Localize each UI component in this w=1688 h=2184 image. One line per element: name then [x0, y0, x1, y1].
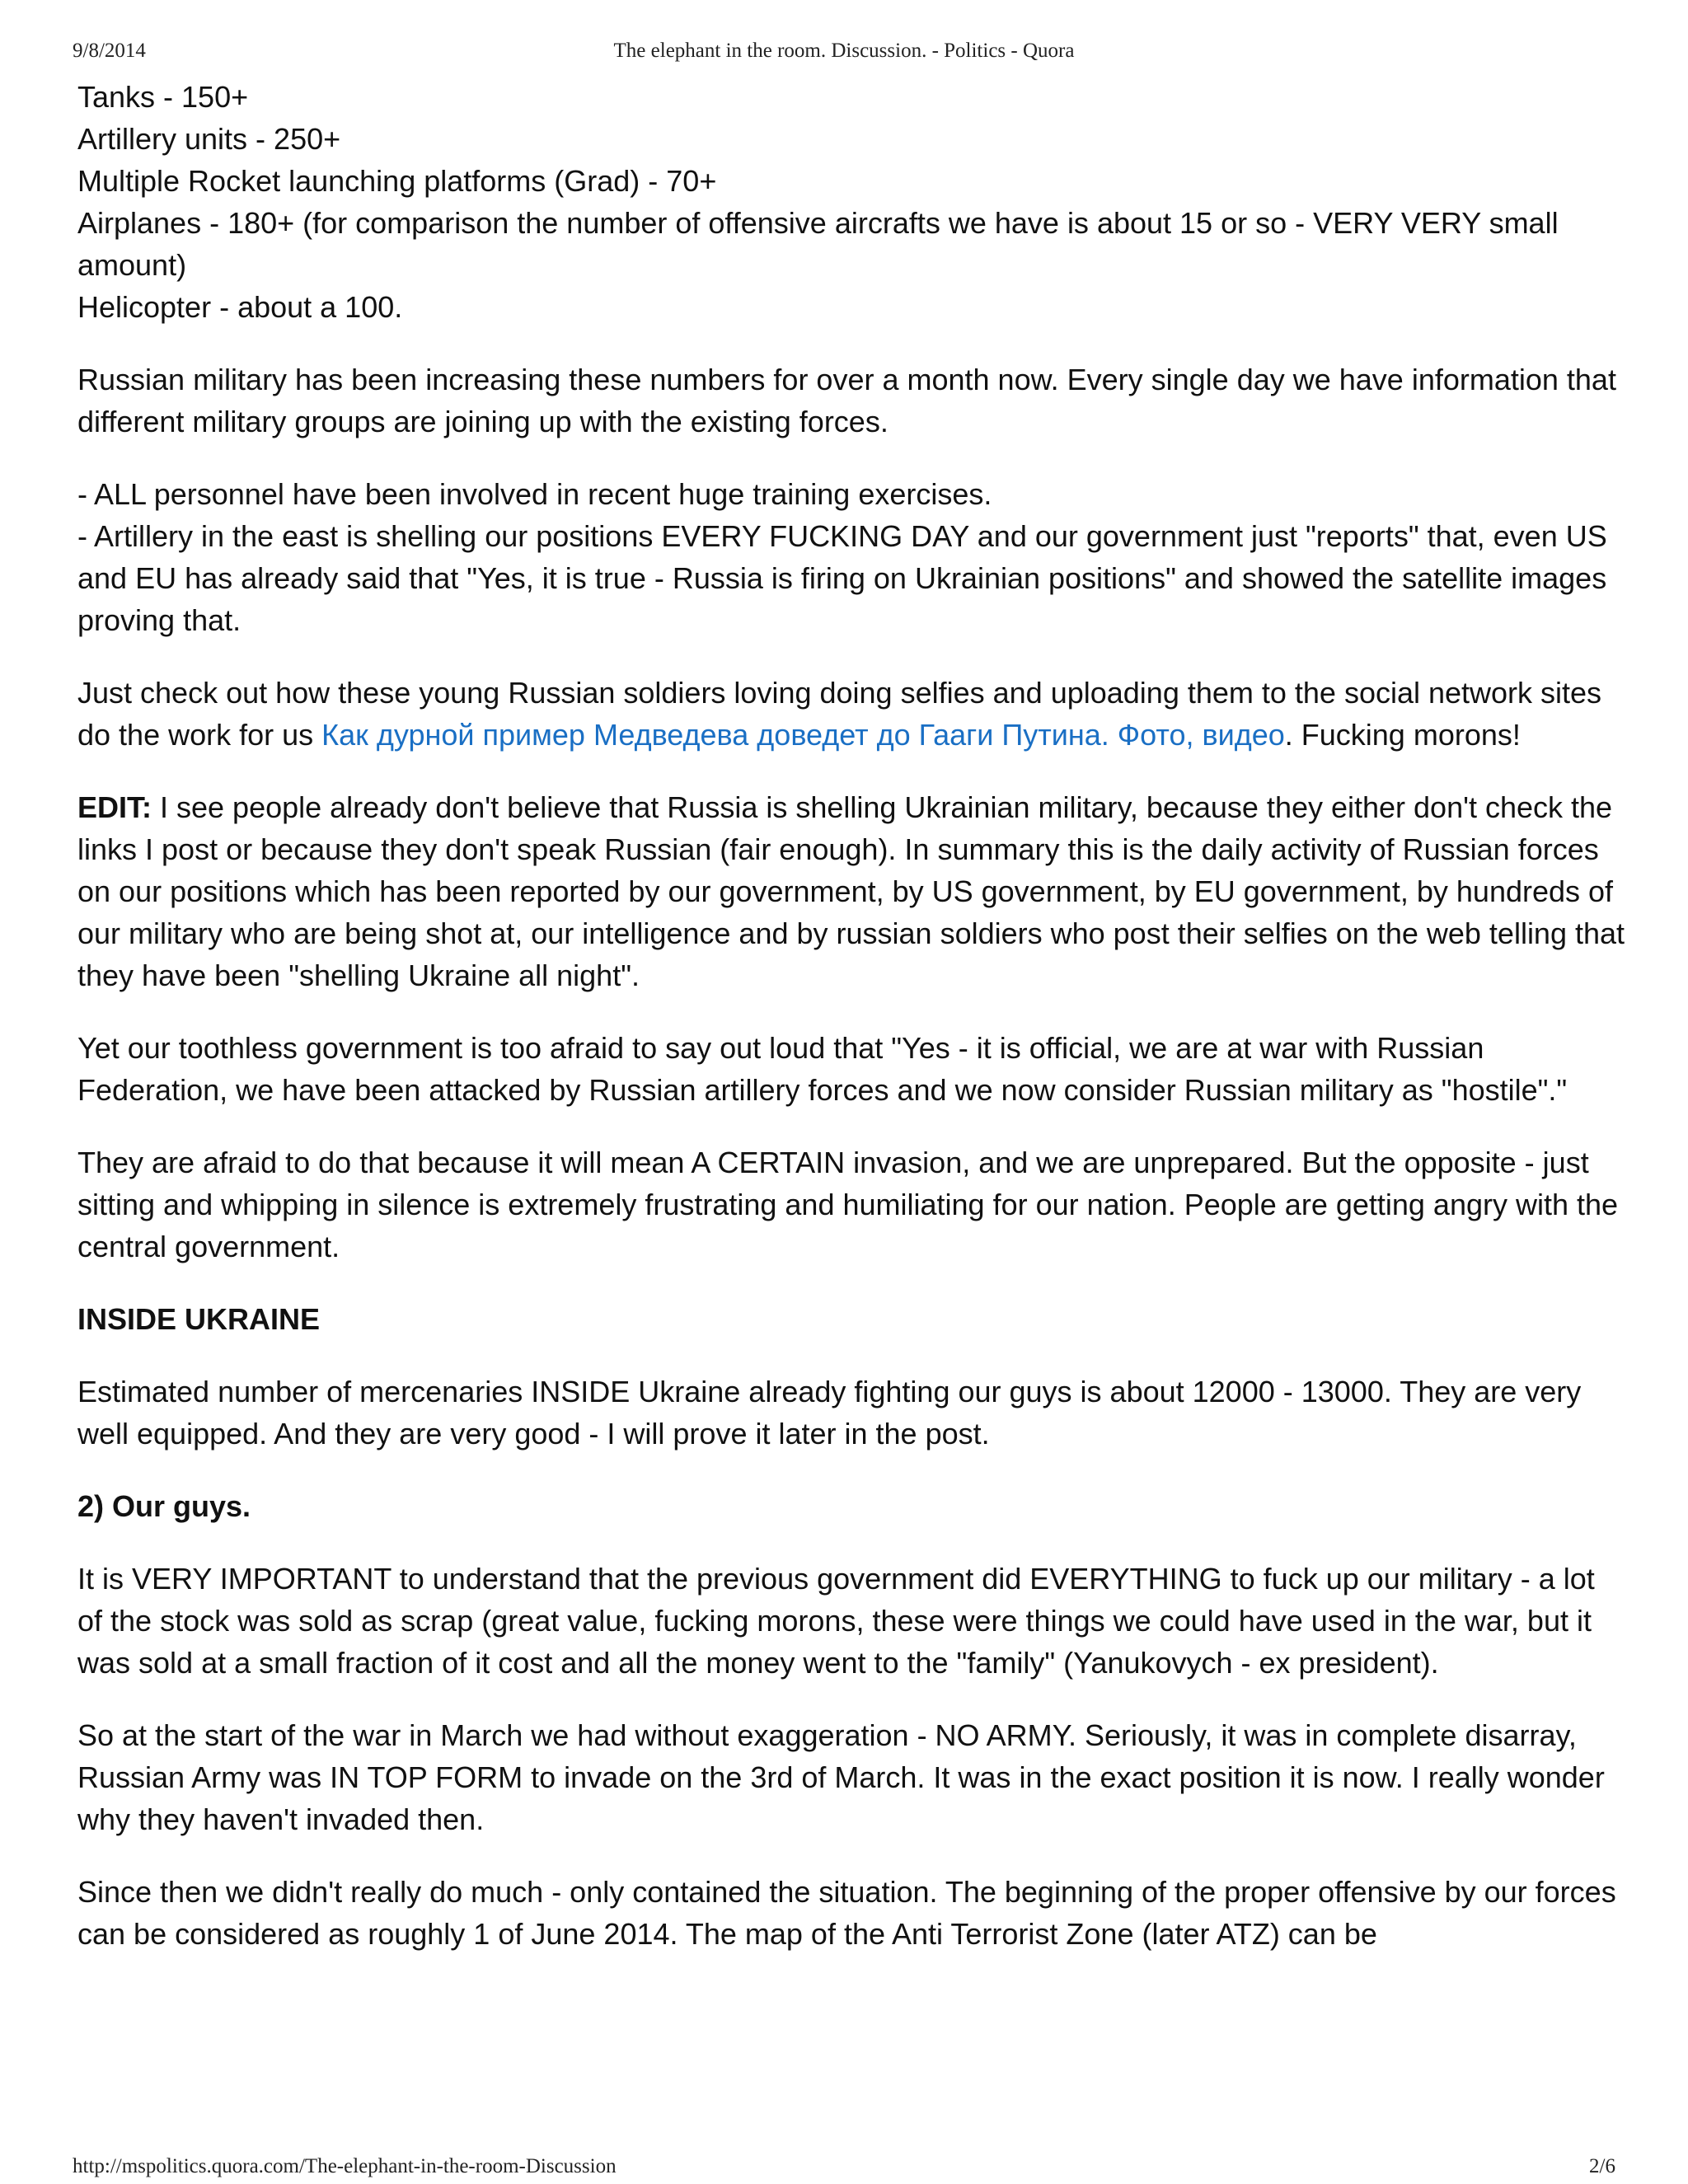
- print-date: 9/8/2014: [73, 40, 146, 62]
- paragraph-no-army: So at the start of the war in March we had without exaggeration - NO ARMY. Seriously, it was in complete disarray, Russian Army was IN TOP FORM to invade on the 3rd of March. It was in the exact position it is now. I really wonder why they haven't invaded then.: [77, 1718, 1605, 1836]
- article-body: [77, 76, 1627, 1985]
- bullet-personnel: - ALL personnel have been involved in recent huge training exercises.: [77, 477, 992, 511]
- bullet-artillery: - Artillery in the east is shelling our positions EVERY FUCKING DAY and our government just "reports" that, even US and EU has already said that "Yes, it is true - Russia is firing on Ukrainian positions" and showed the satellite images proving that.: [77, 519, 1607, 637]
- paragraph-selfies: [77, 672, 1627, 756]
- paragraph-important: It is VERY IMPORTANT to understand that the previous government did EVERYTHING to fuck up our military - a lot of the stock was sold as scrap (great value, fucking morons, these were things we could have used in the war, but it was sold at a small fraction of it cost and all the money went to the "family" (Yanukovych - ex president).: [77, 1562, 1595, 1680]
- stat-rocket-launchers: Multiple Rocket launching platforms (Grad) - 70+: [77, 164, 717, 198]
- edit-label: EDIT:: [77, 790, 152, 824]
- paragraph-edit: [77, 786, 1627, 996]
- paragraph-since: Since then we didn't really do much - only contained the situation. The beginning of the proper offensive by our forces can be considered as roughly 1 of June 2014. The map of the Anti Terrorist Zone (later ATZ) can be: [77, 1875, 1616, 1951]
- heading-inside-ukraine: INSIDE UKRAINE: [77, 1302, 321, 1336]
- selfies-text-before: Just check out how these young Russian soldiers loving doing selfies and uploading them to the social network sites do the work for us: [77, 676, 1602, 752]
- selfies-article-link[interactable]: Как дурной пример Медведева доведет до Гааги Путина. Фото, видео: [321, 718, 1285, 752]
- paragraph-mercenaries: Estimated number of mercenaries INSIDE Ukraine already fighting our guys is about 12000 - 13000. They are very well equipped. And they are very good - I will prove it later in the post.: [77, 1375, 1582, 1451]
- stat-airplanes: Airplanes - 180+ (for comparison the number of offensive aircrafts we have is about 15 or so - VERY VERY small amount): [77, 206, 1559, 282]
- print-page-title: The elephant in the room. Discussion. - Politics - Quora: [613, 40, 1075, 62]
- heading-our-guys: 2) Our guys.: [77, 1489, 251, 1523]
- print-url: http://mspolitics.quora.com/The-elephant-in-the-room-Discussion: [73, 2155, 617, 2177]
- paragraph-afraid: They are afraid to do that because it will mean A CERTAIN invasion, and we are unprepared. But the opposite - just sitting and whipping in silence is extremely frustrating and humiliating for our nation. People are getting angry with the central government.: [77, 1146, 1619, 1263]
- print-footer: [73, 2155, 1615, 2183]
- stat-artillery: Artillery units - 250+: [77, 122, 341, 156]
- bullet-list: [77, 473, 1627, 641]
- paragraph-increasing: Russian military has been increasing these numbers for over a month now. Every single day we have information that different military groups are joining up with the existing forces.: [77, 363, 1616, 438]
- stat-helicopters: Helicopter - about a 100.: [77, 290, 403, 324]
- print-page-number: 2/6: [1589, 2155, 1615, 2177]
- paragraph-toothless: Yet our toothless government is too afraid to say out loud that "Yes - it is official, we are at war with Russian Federation, we have been attacked by Russian artillery forces and we now consider Russian military as "hostile".": [77, 1031, 1568, 1107]
- stats-list: [77, 76, 1627, 328]
- selfies-text-after: . Fucking morons!: [1284, 718, 1521, 752]
- edit-text: I see people already don't believe that Russia is shelling Ukrainian military, because they either don't check the links I post or because they don't speak Russian (fair enough). In summary this is the daily activity of Russian forces on our positions which has been reported by our government, by US government, by EU government, by hundreds of our military who are being shot at, our intelligence and by russian soldiers who post their selfies on the web telling that they have been "shelling Ukraine all night".: [77, 790, 1625, 992]
- stat-tanks: Tanks - 150+: [77, 80, 249, 114]
- print-header: [73, 40, 1615, 68]
